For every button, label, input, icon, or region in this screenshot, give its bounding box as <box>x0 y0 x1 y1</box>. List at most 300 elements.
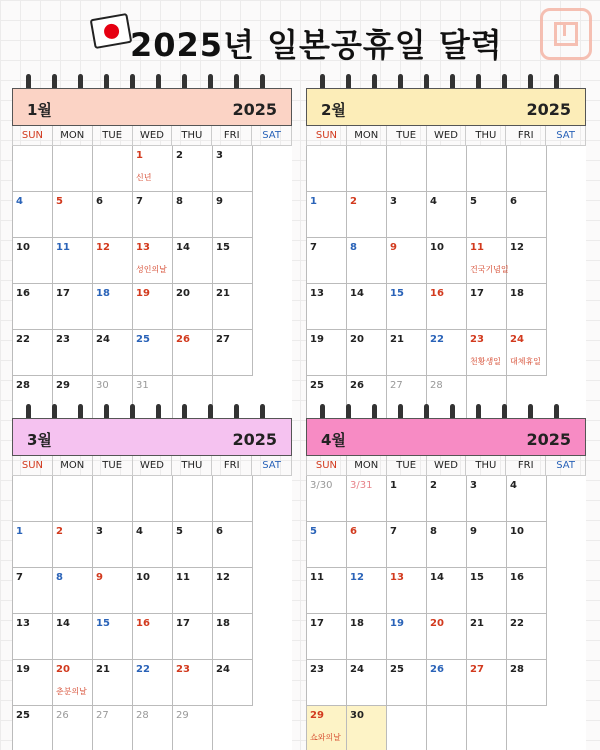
weekday-label: MON <box>53 456 93 476</box>
day-cell <box>133 568 173 614</box>
day-number: 2 <box>350 196 357 207</box>
day-cell <box>507 192 547 238</box>
day-cell <box>173 706 213 750</box>
weekday-label: SAT <box>546 126 586 146</box>
weekday-label: WED <box>427 456 467 476</box>
day-cell <box>213 146 253 192</box>
day-cell <box>53 476 93 522</box>
month-header <box>306 418 586 456</box>
weekday-label: WED <box>133 126 173 146</box>
day-number: 17 <box>56 288 70 299</box>
day-cell <box>467 146 507 192</box>
day-cell <box>347 706 387 750</box>
weekday-label: FRI <box>506 456 546 476</box>
day-cell <box>467 238 507 284</box>
calendar-month-3 <box>12 418 292 750</box>
day-cell <box>133 476 173 522</box>
day-number: 4 <box>510 480 517 491</box>
day-number: 14 <box>430 572 444 583</box>
day-number: 3 <box>390 196 397 207</box>
day-number: 9 <box>470 526 477 537</box>
day-cell <box>93 146 133 192</box>
day-cell <box>173 238 213 284</box>
day-number: 7 <box>310 242 317 253</box>
day-cell <box>507 238 547 284</box>
day-cell <box>133 238 173 284</box>
day-number: 24 <box>350 664 364 675</box>
day-number: 2 <box>56 526 63 537</box>
day-number: 24 <box>96 334 110 345</box>
day-cell <box>53 568 93 614</box>
day-cell <box>427 706 467 750</box>
day-number: 2 <box>430 480 437 491</box>
day-number: 8 <box>350 242 357 253</box>
day-cell <box>93 706 133 750</box>
day-number: 30 <box>96 380 109 391</box>
day-number: 12 <box>96 242 110 253</box>
day-number: 11 <box>310 572 324 583</box>
day-cell <box>427 568 467 614</box>
day-number: 23 <box>470 334 484 345</box>
day-number: 28 <box>136 710 149 721</box>
day-cell <box>347 568 387 614</box>
day-cell <box>93 192 133 238</box>
weekday-label: FRI <box>212 456 252 476</box>
holiday-label: 성인의날 <box>136 265 167 274</box>
day-cell <box>13 238 53 284</box>
day-number: 14 <box>176 242 190 253</box>
day-cell <box>13 284 53 330</box>
day-number: 15 <box>390 288 404 299</box>
day-number: 1 <box>390 480 397 491</box>
day-number: 10 <box>136 572 150 583</box>
day-cell <box>13 706 53 750</box>
day-cell <box>93 284 133 330</box>
day-cell <box>53 330 93 376</box>
day-cell <box>427 192 467 238</box>
day-number: 5 <box>470 196 477 207</box>
day-cell <box>307 146 347 192</box>
day-number: 8 <box>56 572 63 583</box>
day-number: 23 <box>310 664 324 675</box>
day-cell <box>467 284 507 330</box>
day-number: 15 <box>216 242 230 253</box>
day-cell <box>307 522 347 568</box>
weekday-label: WED <box>133 456 173 476</box>
day-number: 25 <box>390 664 404 675</box>
day-cell <box>13 330 53 376</box>
day-number: 3/30 <box>310 480 333 491</box>
day-number: 25 <box>16 710 30 721</box>
day-number: 21 <box>96 664 110 675</box>
weekday-label: THU <box>466 456 506 476</box>
day-number: 27 <box>470 664 484 675</box>
day-number: 10 <box>510 526 524 537</box>
day-cell <box>13 522 53 568</box>
day-number: 10 <box>16 242 30 253</box>
day-cell <box>213 192 253 238</box>
day-cell <box>13 614 53 660</box>
day-number: 22 <box>510 618 524 629</box>
day-cell <box>133 284 173 330</box>
day-cell <box>427 660 467 706</box>
weekday-label: THU <box>172 126 212 146</box>
day-number: 25 <box>136 334 150 345</box>
weekday-label: MON <box>347 456 387 476</box>
holiday-label: 쇼와의날 <box>310 733 341 742</box>
day-number: 14 <box>56 618 70 629</box>
weekday-label: TUE <box>93 456 133 476</box>
day-cell <box>467 330 507 376</box>
day-number: 3 <box>216 150 223 161</box>
weekday-label: SAT <box>252 456 292 476</box>
day-cell <box>53 706 93 750</box>
day-number: 9 <box>96 572 103 583</box>
day-number: 28 <box>16 380 30 391</box>
day-cell <box>53 146 93 192</box>
day-number: 11 <box>176 572 190 583</box>
day-number: 21 <box>216 288 230 299</box>
day-cell <box>13 660 53 706</box>
day-number: 2 <box>176 150 183 161</box>
day-number: 17 <box>310 618 324 629</box>
day-number: 17 <box>176 618 190 629</box>
day-cell <box>427 330 467 376</box>
day-number: 4 <box>16 196 23 207</box>
day-cell <box>173 522 213 568</box>
weekday-label: SUN <box>307 126 347 146</box>
day-cell <box>173 146 213 192</box>
day-cell <box>387 146 427 192</box>
day-number: 20 <box>430 618 444 629</box>
day-number: 13 <box>310 288 324 299</box>
day-cell <box>93 660 133 706</box>
day-number: 4 <box>136 526 143 537</box>
month-name: 3월 <box>27 431 52 449</box>
calendar-month-1 <box>12 88 292 422</box>
day-cell <box>467 522 507 568</box>
day-cell <box>387 330 427 376</box>
day-cell <box>307 238 347 284</box>
day-number: 24 <box>216 664 230 675</box>
day-number: 27 <box>390 380 403 391</box>
day-cell <box>347 192 387 238</box>
day-cell <box>467 476 507 522</box>
day-cell <box>467 706 507 750</box>
day-grid <box>12 476 292 750</box>
day-cell <box>133 146 173 192</box>
day-number: 22 <box>136 664 150 675</box>
day-cell <box>387 660 427 706</box>
day-cell <box>307 476 347 522</box>
page-title: 2025년 일본공휴일 달력 <box>130 26 503 64</box>
day-number: 3 <box>96 526 103 537</box>
day-cell <box>213 660 253 706</box>
day-cell <box>93 476 133 522</box>
day-number: 19 <box>136 288 150 299</box>
day-number: 22 <box>430 334 444 345</box>
weekday-label: SUN <box>13 126 53 146</box>
day-cell <box>347 660 387 706</box>
day-cell <box>387 476 427 522</box>
day-cell <box>427 238 467 284</box>
page-header <box>0 0 600 72</box>
day-number: 26 <box>430 664 444 675</box>
day-number: 19 <box>390 618 404 629</box>
day-cell <box>347 614 387 660</box>
day-number: 20 <box>56 664 70 675</box>
day-number: 27 <box>96 710 109 721</box>
day-number: 12 <box>350 572 364 583</box>
day-number: 12 <box>510 242 524 253</box>
weekday-label: SUN <box>13 456 53 476</box>
day-cell <box>387 284 427 330</box>
day-cell <box>173 660 213 706</box>
day-cell <box>307 706 347 750</box>
day-cell <box>133 706 173 750</box>
day-number: 30 <box>350 710 364 721</box>
weekday-label: TUE <box>387 456 427 476</box>
day-number: 15 <box>470 572 484 583</box>
weekday-header <box>12 126 292 146</box>
day-cell <box>93 614 133 660</box>
day-cell <box>387 614 427 660</box>
day-number: 18 <box>350 618 364 629</box>
day-cell <box>347 146 387 192</box>
day-cell <box>507 568 547 614</box>
day-number: 6 <box>510 196 517 207</box>
day-cell <box>93 522 133 568</box>
weekday-header <box>306 456 586 476</box>
weekday-header <box>306 126 586 146</box>
day-number: 23 <box>56 334 70 345</box>
month-name: 4월 <box>321 431 346 449</box>
weekday-label: SUN <box>307 456 347 476</box>
day-number: 25 <box>310 380 324 391</box>
day-number: 1 <box>310 196 317 207</box>
day-cell <box>53 284 93 330</box>
day-number: 18 <box>96 288 110 299</box>
day-number: 13 <box>136 242 150 253</box>
day-number: 5 <box>310 526 317 537</box>
weekday-label: THU <box>172 456 212 476</box>
day-cell <box>307 330 347 376</box>
day-cell <box>507 284 547 330</box>
day-grid <box>306 476 586 750</box>
day-number: 11 <box>56 242 70 253</box>
day-cell <box>387 238 427 284</box>
day-number: 16 <box>510 572 524 583</box>
day-number: 18 <box>216 618 230 629</box>
day-cell <box>213 522 253 568</box>
holiday-label: 건국기념일 <box>470 265 509 274</box>
calendar-month-2 <box>306 88 586 422</box>
day-cell <box>427 284 467 330</box>
day-number: 19 <box>310 334 324 345</box>
day-number: 20 <box>176 288 190 299</box>
day-cell <box>387 522 427 568</box>
day-cell <box>53 660 93 706</box>
day-cell <box>173 192 213 238</box>
day-number: 7 <box>136 196 143 207</box>
weekday-label: THU <box>466 126 506 146</box>
day-grid <box>306 146 586 422</box>
day-cell <box>53 522 93 568</box>
day-cell <box>507 146 547 192</box>
day-number: 14 <box>350 288 364 299</box>
month-header <box>12 88 292 126</box>
day-cell <box>173 330 213 376</box>
box-logo-icon <box>540 8 592 60</box>
calendar-month-4 <box>306 418 586 750</box>
day-cell <box>173 568 213 614</box>
day-cell <box>13 146 53 192</box>
day-cell <box>133 330 173 376</box>
day-number: 13 <box>16 618 30 629</box>
day-cell <box>387 192 427 238</box>
holiday-label: 신년 <box>136 173 152 182</box>
day-cell <box>507 660 547 706</box>
day-number: 5 <box>176 526 183 537</box>
month-year: 2025 <box>232 100 277 119</box>
weekday-label: SAT <box>546 456 586 476</box>
day-number: 26 <box>350 380 364 391</box>
day-cell <box>427 614 467 660</box>
day-number: 3/31 <box>350 480 373 491</box>
day-number: 13 <box>390 572 404 583</box>
day-cell <box>133 522 173 568</box>
day-cell <box>307 284 347 330</box>
day-number: 29 <box>310 710 324 721</box>
day-cell <box>53 192 93 238</box>
day-cell <box>467 614 507 660</box>
day-cell <box>347 238 387 284</box>
day-number: 11 <box>470 242 484 253</box>
weekday-label: WED <box>427 126 467 146</box>
day-cell <box>467 192 507 238</box>
day-number: 4 <box>430 196 437 207</box>
holiday-label: 천황생일 <box>470 357 501 366</box>
day-number: 8 <box>430 526 437 537</box>
day-number: 19 <box>16 664 30 675</box>
day-number: 26 <box>176 334 190 345</box>
day-cell <box>507 330 547 376</box>
month-header <box>306 88 586 126</box>
day-cell <box>467 568 507 614</box>
day-cell <box>133 192 173 238</box>
day-cell <box>507 476 547 522</box>
weekday-label: MON <box>347 126 387 146</box>
day-cell <box>213 476 253 522</box>
day-number: 29 <box>176 710 189 721</box>
day-cell <box>347 522 387 568</box>
day-number: 23 <box>176 664 190 675</box>
day-cell <box>53 238 93 284</box>
holiday-label: 춘분의날 <box>56 687 87 696</box>
day-cell <box>427 146 467 192</box>
day-number: 28 <box>430 380 443 391</box>
day-cell <box>13 476 53 522</box>
day-number: 21 <box>390 334 404 345</box>
day-cell <box>93 238 133 284</box>
day-cell <box>133 660 173 706</box>
day-cell <box>427 522 467 568</box>
day-number: 26 <box>56 710 69 721</box>
day-cell <box>387 568 427 614</box>
day-cell <box>133 614 173 660</box>
day-cell <box>13 568 53 614</box>
day-cell <box>347 284 387 330</box>
day-cell <box>173 284 213 330</box>
month-year: 2025 <box>232 430 277 449</box>
day-number: 29 <box>56 380 70 391</box>
day-number: 21 <box>470 618 484 629</box>
day-number: 15 <box>96 618 110 629</box>
day-cell <box>93 568 133 614</box>
day-grid <box>12 146 292 422</box>
month-header <box>12 418 292 456</box>
day-cell <box>213 330 253 376</box>
day-cell <box>173 476 213 522</box>
day-number: 16 <box>136 618 150 629</box>
day-cell <box>307 660 347 706</box>
weekday-label: FRI <box>506 126 546 146</box>
day-number: 24 <box>510 334 524 345</box>
day-number: 10 <box>430 242 444 253</box>
day-number: 6 <box>350 526 357 537</box>
day-number: 3 <box>470 480 477 491</box>
month-name: 2월 <box>321 101 346 119</box>
weekday-header <box>12 456 292 476</box>
month-year: 2025 <box>526 100 571 119</box>
day-cell <box>307 192 347 238</box>
weekday-label: TUE <box>387 126 427 146</box>
day-cell <box>213 568 253 614</box>
day-number: 7 <box>390 526 397 537</box>
day-number: 7 <box>16 572 23 583</box>
day-cell <box>507 614 547 660</box>
day-cell <box>213 284 253 330</box>
day-cell <box>427 476 467 522</box>
day-number: 16 <box>16 288 30 299</box>
day-cell <box>213 614 253 660</box>
day-cell <box>13 192 53 238</box>
day-number: 27 <box>216 334 230 345</box>
day-number: 31 <box>136 380 149 391</box>
day-cell <box>213 238 253 284</box>
day-number: 9 <box>390 242 397 253</box>
day-number: 1 <box>16 526 23 537</box>
day-cell <box>307 568 347 614</box>
day-number: 8 <box>176 196 183 207</box>
day-cell <box>307 614 347 660</box>
day-number: 6 <box>96 196 103 207</box>
day-cell <box>93 330 133 376</box>
day-number: 1 <box>136 150 143 161</box>
day-number: 18 <box>510 288 524 299</box>
day-cell <box>387 706 427 750</box>
day-number: 16 <box>430 288 444 299</box>
day-number: 17 <box>470 288 484 299</box>
month-year: 2025 <box>526 430 571 449</box>
day-cell <box>507 522 547 568</box>
day-cell <box>467 660 507 706</box>
day-number: 22 <box>16 334 30 345</box>
day-cell <box>173 614 213 660</box>
day-number: 20 <box>350 334 364 345</box>
day-cell <box>53 614 93 660</box>
weekday-label: FRI <box>212 126 252 146</box>
